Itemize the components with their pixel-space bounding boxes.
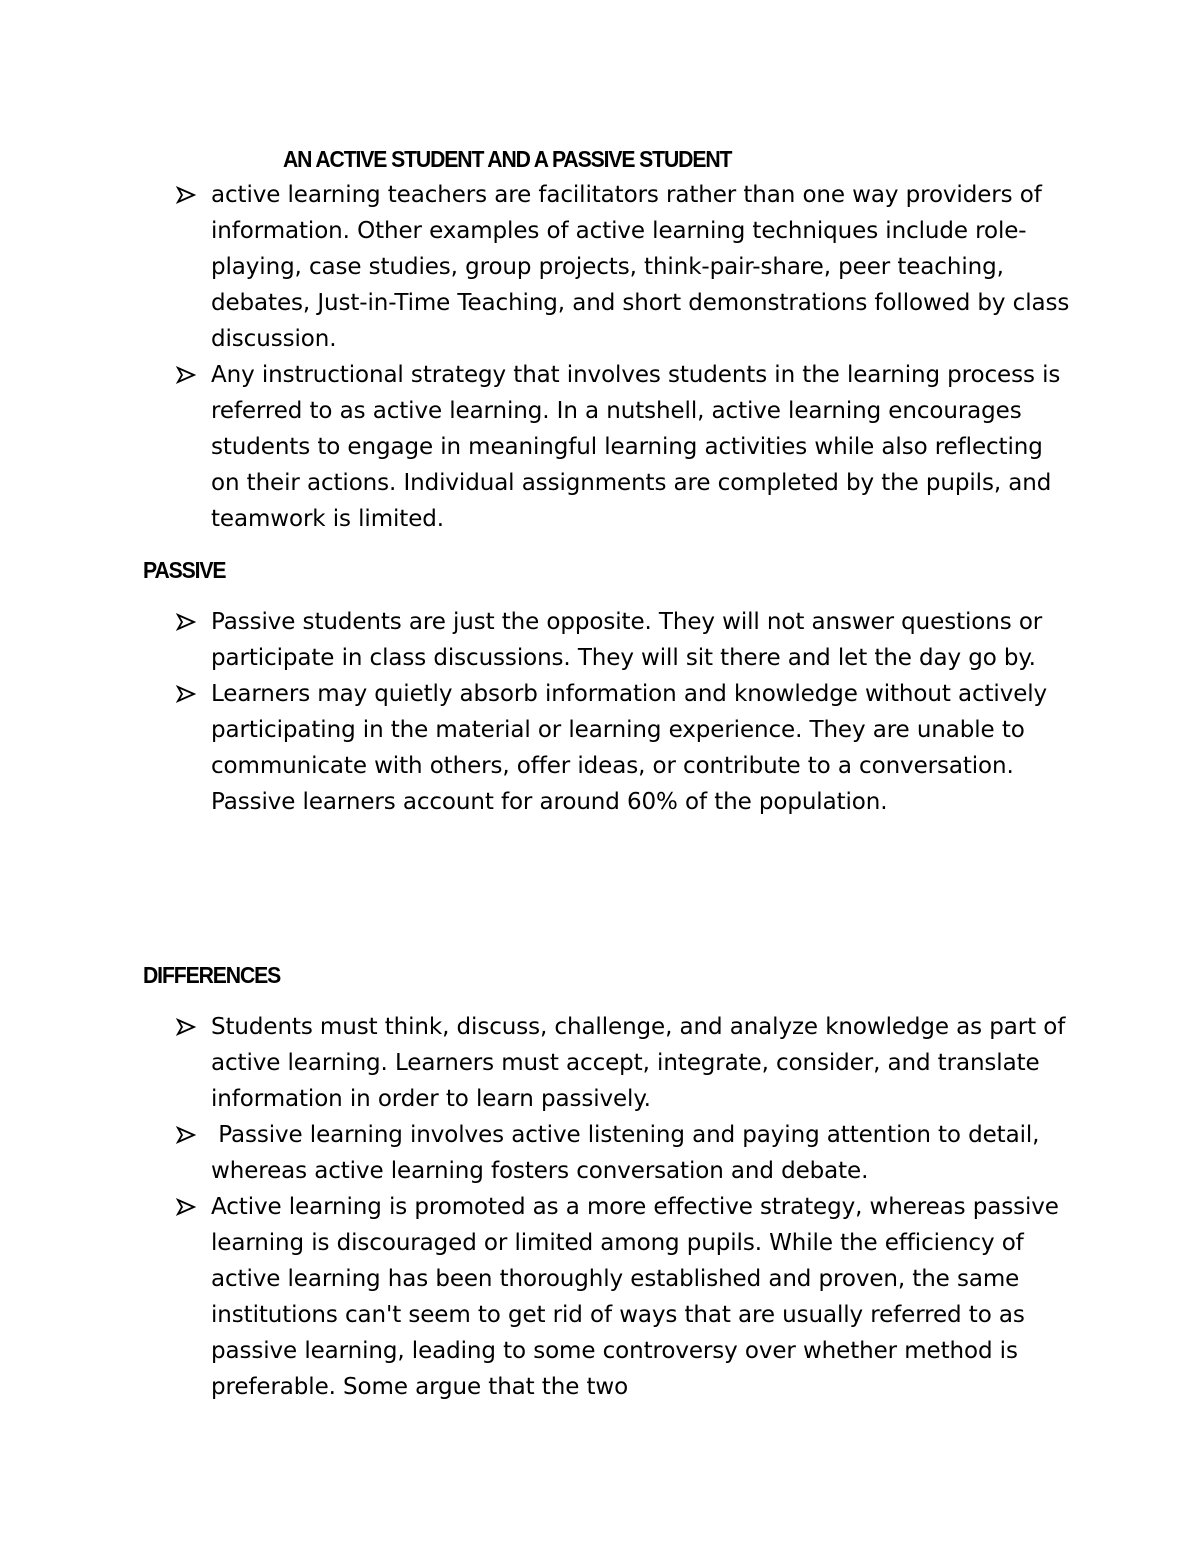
list-item (176, 357, 1076, 537)
list-item-text: Learners may quietly absorb information and knowledge without actively participating in the material or learning experience. They are unable to communicate with others, offer ideas, or contribute to a conversation. Passive learners account for around 60% of the population. (211, 681, 1048, 815)
list-item-text: Any instructional strategy that involves students in the learning process is referred to as active learning. In a nutshell, active learning encourages students to engage in meaningful learning activities while also reflecting on their actions. Individual assignments are completed by the pupils, and teamwork is limited. (211, 362, 1061, 532)
list-item-text: Passive learning involves active listening and paying attention to detail, whereas active learning fosters conversation and debate. (211, 1122, 1047, 1184)
page-title: AN ACTIVE STUDENT AND A PASSIVE STUDENT (283, 146, 732, 172)
arrow-bullet-icon (176, 1017, 196, 1037)
list-item (176, 1189, 1076, 1405)
list-item-text: active learning teachers are facilitators rather than one way providers of information. Other examples of active learning techniques include role-playing, case studies, group projects, think-pair-share, peer teaching, debates, Just-in-Time Teaching, and short demonstrations followed by class discussion. (211, 182, 1070, 352)
passive-heading: PASSIVE (143, 557, 226, 583)
arrow-bullet-icon (176, 365, 196, 385)
arrow-bullet-icon (176, 1197, 196, 1217)
arrow-bullet-icon (176, 684, 196, 704)
list-item (176, 676, 1076, 820)
list-item-text: Active learning is promoted as a more effective strategy, whereas passive learning is discouraged or limited among pupils. While the efficiency of active learning has been thoroughly established and proven, the same institutions can't seem to get rid of ways that are usually referred to as passive learning, leading to some controversy over whether method is preferable. Some argue that the two (211, 1194, 1059, 1400)
list-item (176, 604, 1076, 676)
passive-list (176, 604, 1076, 820)
arrow-bullet-icon (176, 612, 196, 632)
list-item (176, 1117, 1076, 1189)
differences-heading: DIFFERENCES (143, 962, 281, 988)
list-item (176, 177, 1076, 357)
arrow-bullet-icon (176, 185, 196, 205)
differences-list (176, 1009, 1076, 1405)
arrow-bullet-icon (176, 1125, 196, 1145)
list-item-text: Passive students are just the opposite. They will not answer questions or participate in class discussions. They will sit there and let the day go by. (211, 609, 1043, 671)
list-item (176, 1009, 1076, 1117)
active-list (176, 177, 1076, 537)
list-item-text: Students must think, discuss, challenge, and analyze knowledge as part of active learning. Learners must accept, integrate, consider, and translate information in order to learn passively. (211, 1014, 1066, 1112)
